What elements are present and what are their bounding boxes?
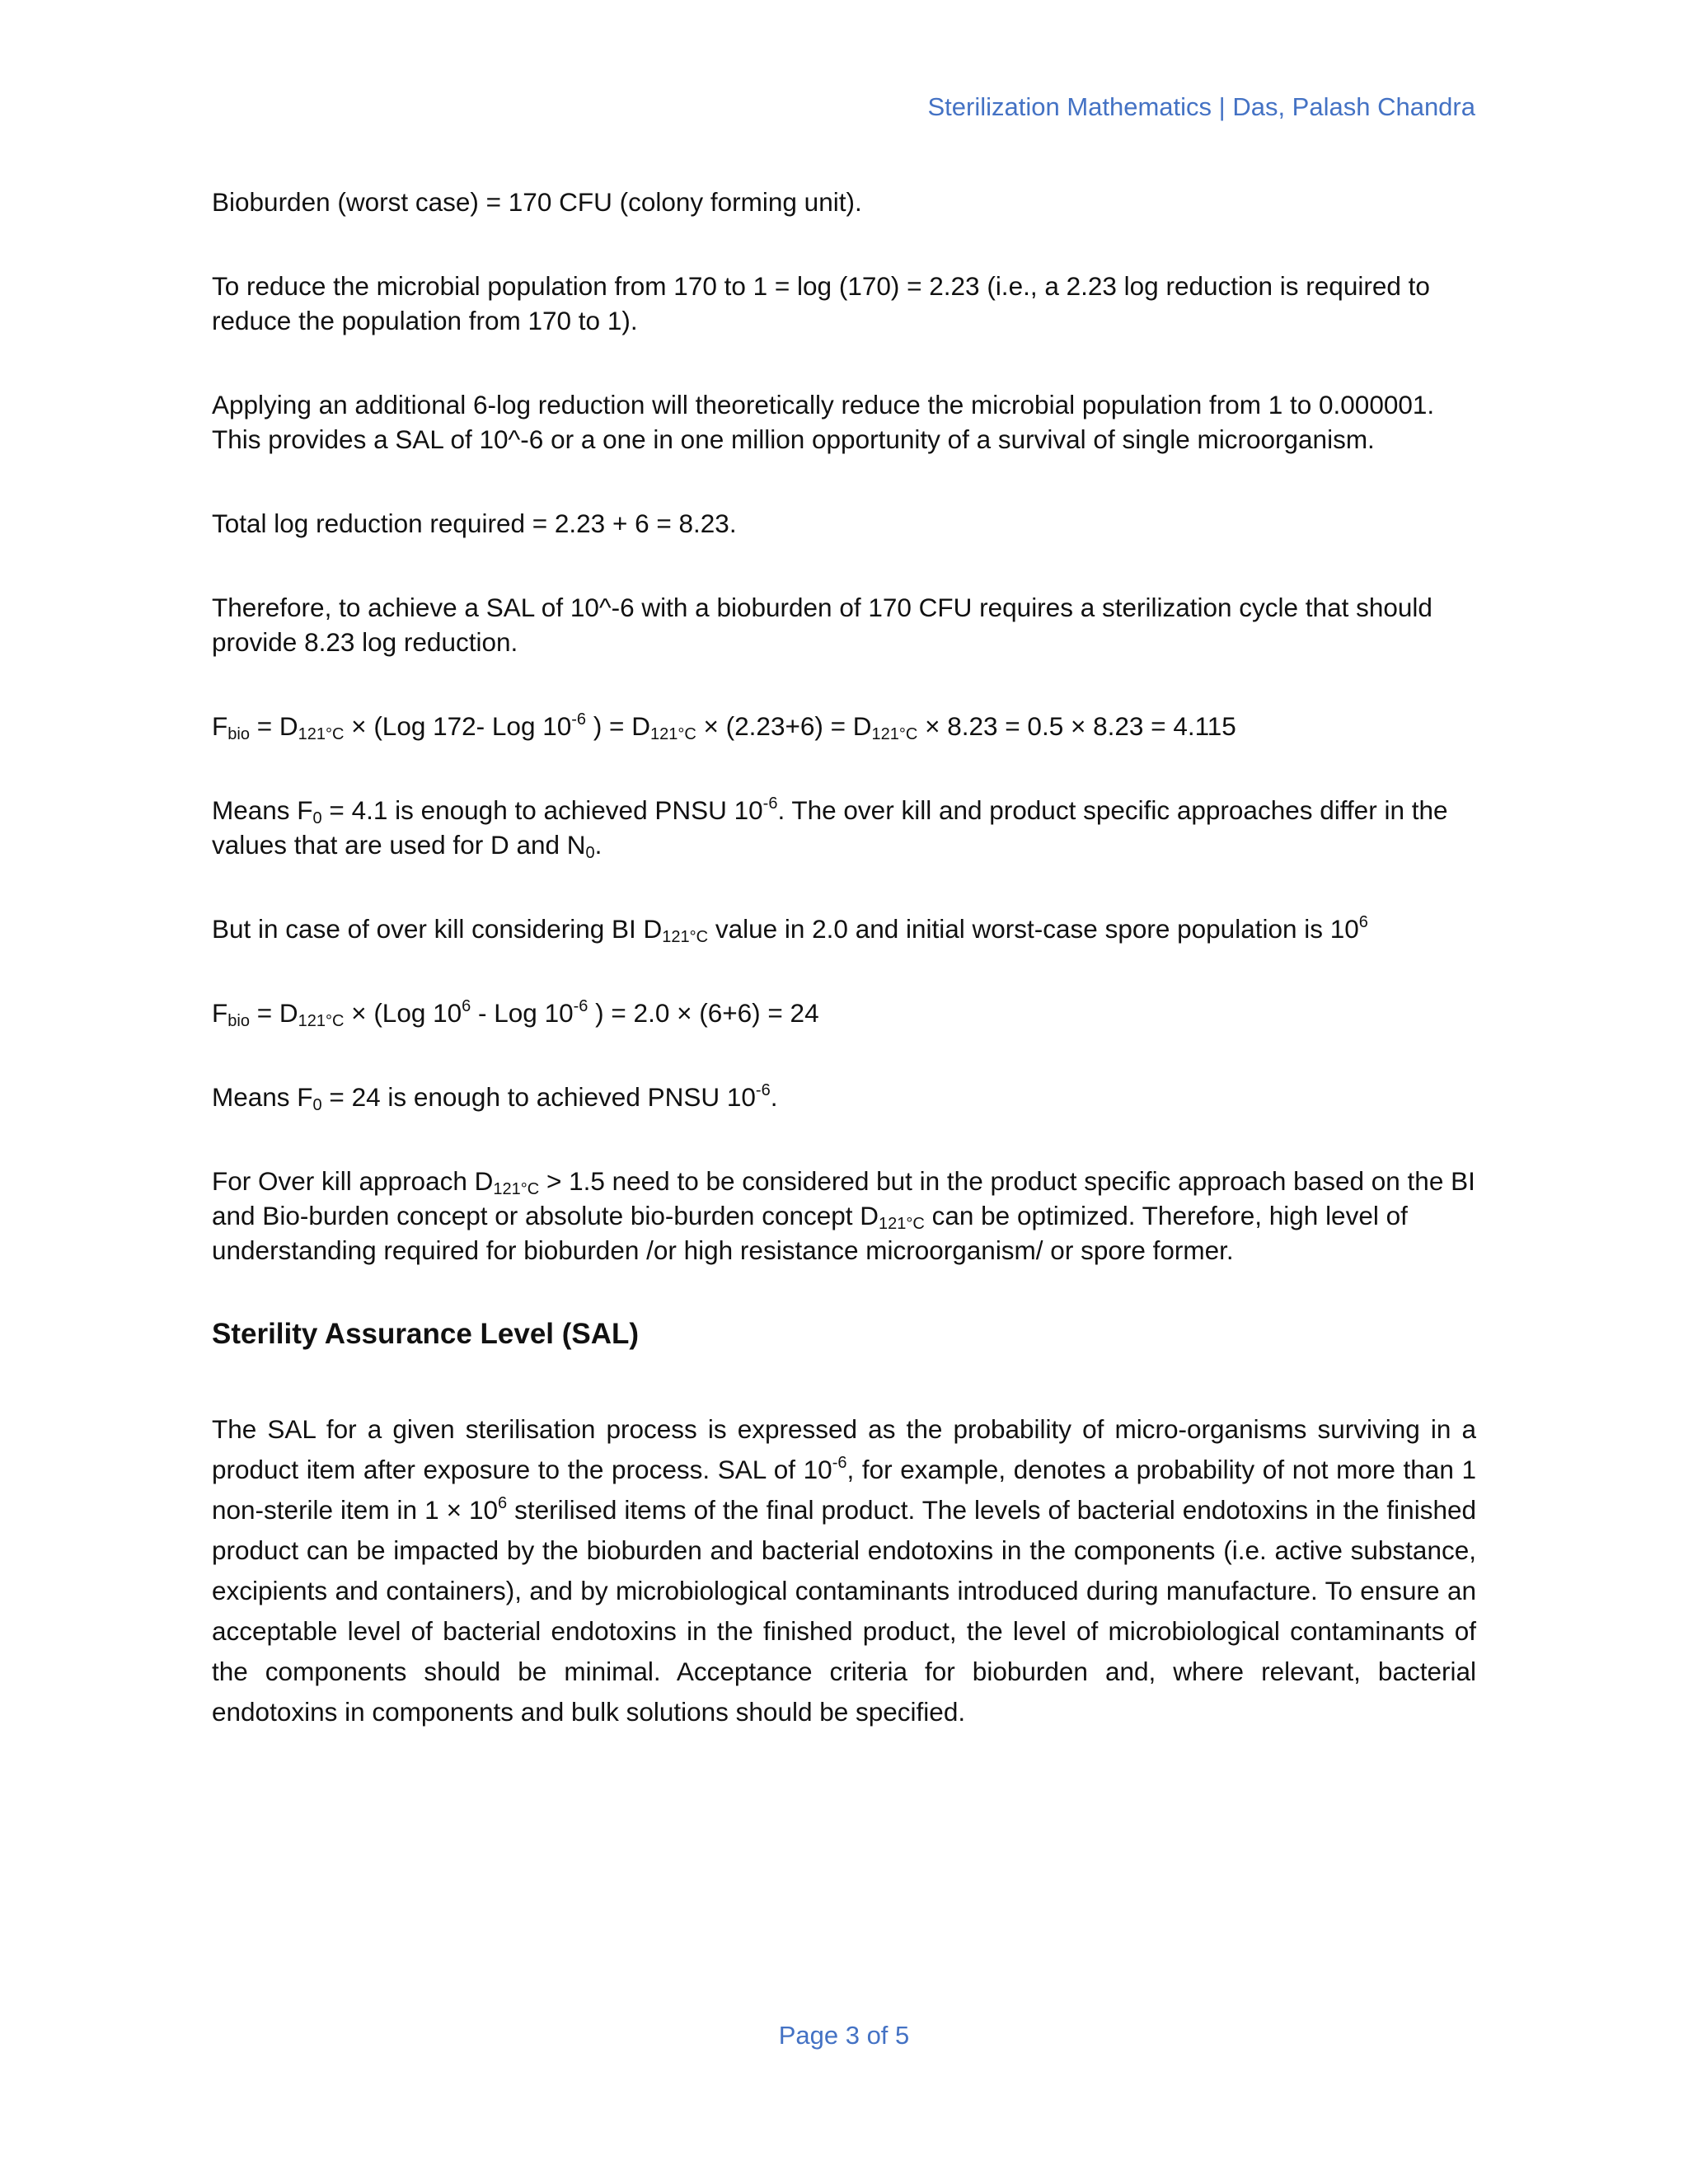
superscript: 6 [462,997,471,1015]
sal-paragraph [212,1409,1476,1732]
additional-reduction-paragraph: Applying an additional 6-log reduction will theoretically reduce the microbial population from 1 to 0.000001. This provides a SAL of 10^-6 or a one in one million opportunity of a survival of single microorganism. [212,390,1435,454]
superscript: -6 [755,1081,771,1099]
formula-text: × (Log 172- Log 10 [344,711,572,741]
text: But in case of over kill considering BI D [212,914,663,944]
superscript: 6 [1358,913,1368,931]
subscript: 0 [312,1096,322,1114]
page-number: Page 3 of 5 [778,2021,910,2050]
subscript: 0 [312,809,322,827]
text: value in 2.0 and initial worst-case spore population is 10 [708,914,1359,944]
formula-text: = D [249,711,298,741]
text: sterilised items of the final product. The levels of bacterial endotoxins in the finished product can be impacted by the bioburden and bacterial endotoxins in the components (i.e. active substance, excipients and containers), and by microbiological contaminants introduced during manufacture. To ensure an acceptable level of bacterial endotoxins in the finished product, the level of microbiological contaminants of the components should be minimal. Acceptance criteria for bioburden and, where relevant, bacterial endotoxins in components and bulk solutions should be specified. [212,1495,1477,1727]
formula-text: F [212,998,228,1028]
subscript: bio [227,1012,250,1030]
fbio-formula-2 [212,996,1476,1030]
subscript: bio [227,725,250,743]
text: > 1.5 need to be considered but in the product specific approach based on the BI and Bio-burden concept or absolute bio-burden concept D [212,1166,1475,1230]
formula-text: = D [249,998,298,1028]
text: = 4.1 is enough to achieved PNSU 10 [321,795,763,825]
subscript: 121°C [662,928,709,946]
text: . The over kill and product specific approaches differ in the values that are used for D and N [212,795,1448,860]
log-reduction-paragraph: To reduce the microbial population from 170 to 1 = log (170) = 2.23 (i.e., a 2.23 log reduction is required to reduce the population from 170 to 1). [212,271,1430,335]
superscript: 6 [498,1494,508,1512]
formula-text: × 8.23 = 0.5 × 8.23 = 4.115 [917,711,1236,741]
formula-text: ) = D [586,711,650,741]
total-reduction-paragraph: Total log reduction required = 2.23 + 6 = 8.23. [212,509,737,538]
formula-text: F [212,711,228,741]
formula-text: × (Log 10 [344,998,462,1028]
subscript: 0 [585,844,595,862]
overkill-paragraph [212,912,1476,946]
text: . [770,1082,778,1112]
superscript: -6 [573,997,588,1015]
subscript: 121°C [871,725,918,743]
formula-text: - Log 10 [471,998,574,1028]
superscript: -6 [762,794,778,813]
subscript: 121°C [649,725,696,743]
means-f0-paragraph-2 [212,1080,1476,1114]
page-header: Sterilization Mathematics | Das, Palash Chandra [927,92,1475,121]
section-heading: Sterility Assurance Level (SAL) [212,1318,640,1350]
text: , for example, denotes a probability of not more than 1 non-sterile item in 1 × 10 [212,1455,1476,1525]
formula-text: × (2.23+6) = D [696,711,872,741]
subscript: 121°C [879,1215,925,1233]
approach-paragraph [212,1164,1476,1268]
text: . [594,830,603,860]
text: Means F [212,795,313,825]
therefore-paragraph: Therefore, to achieve a SAL of 10^-6 with a bioburden of 170 CFU requires a sterilization cycle that should provide 8.23 log reduction. [212,593,1432,657]
subscript: 121°C [298,1012,345,1030]
subscript: 121°C [493,1180,540,1198]
text: For Over kill approach D [212,1166,494,1196]
formula-text: ) = 2.0 × (6+6) = 24 [588,998,819,1028]
superscript: -6 [832,1454,847,1472]
text: Means F [212,1082,313,1112]
superscript: -6 [571,710,587,729]
means-f0-paragraph-1 [212,793,1476,862]
text: = 24 is enough to achieved PNSU 10 [321,1082,756,1112]
bioburden-paragraph: Bioburden (worst case) = 170 CFU (colony forming unit). [212,187,862,217]
fbio-formula-1 [212,709,1476,743]
page-content [212,185,1476,1782]
text: The SAL for a given sterilisation process is expressed as the probability of micro-organisms surviving in a product item after exposure to the process. SAL of 10 [212,1414,1476,1484]
subscript: 121°C [298,725,345,743]
text: can be optimized. Therefore, high level of understanding required for bioburden /or high resistance microorganism/ or spore former. [212,1201,1408,1265]
